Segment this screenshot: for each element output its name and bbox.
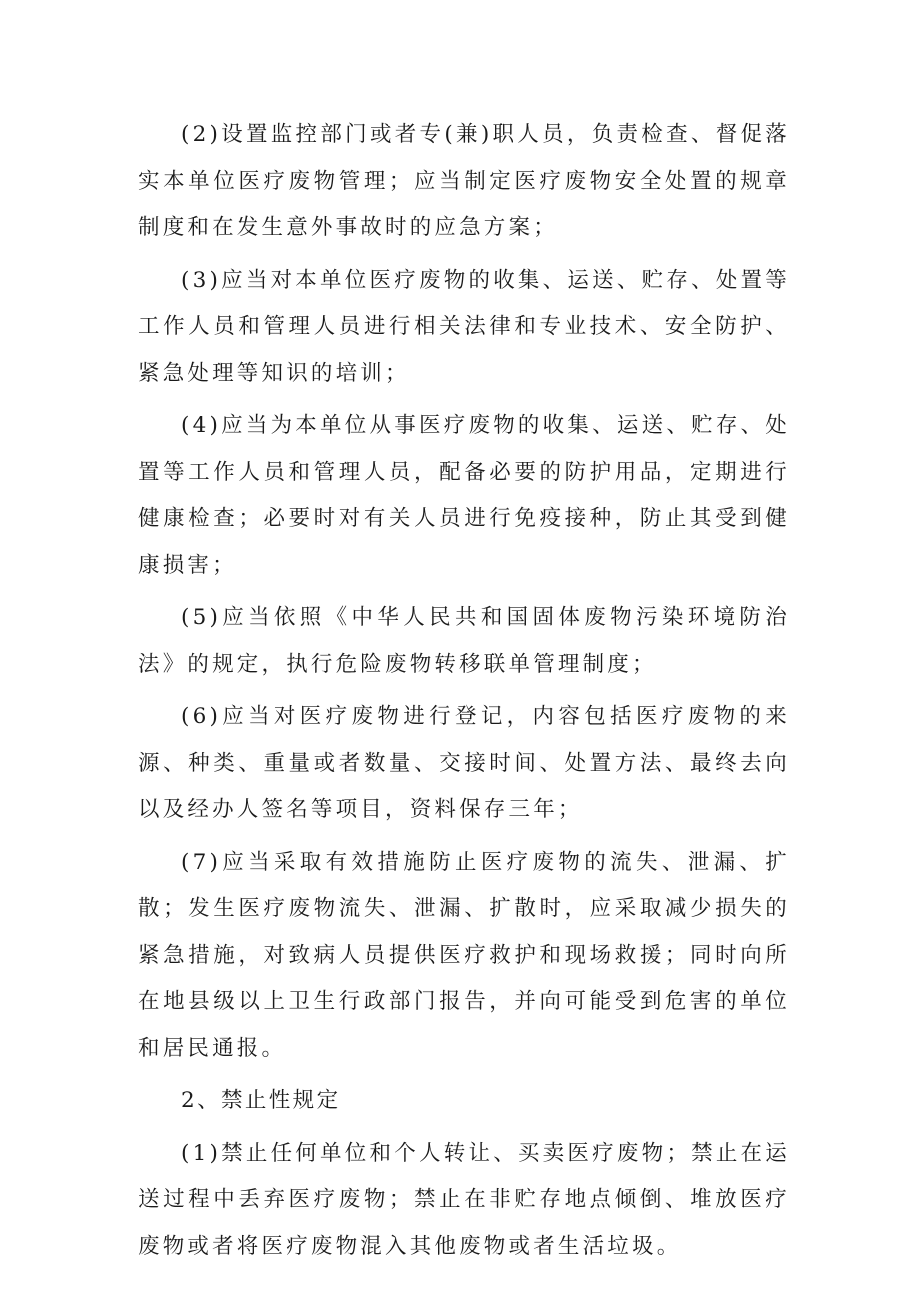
- paragraph-item-2: (2)设置监控部门或者专(兼)职人员，负责检查、督促落实本单位医疗废物管理；应当制定医疗废物安全处置的规章制度和在发生意外事故时的应急方案；: [138, 122, 790, 240]
- paragraph-item-4: (4)应当为本单位从事医疗废物的收集、运送、贮存、处置等工作人员和管理人员，配备必要的防护用品，定期进行健康检查；必要时对有关人员进行免疫接种，防止其受到健康损害；: [138, 413, 790, 578]
- section-heading-prohibitions: 2、禁止性规定: [181, 1088, 341, 1113]
- paragraph-item-3: (3)应当对本单位医疗废物的收集、运送、贮存、处置等工作人员和管理人员进行相关法律和专业技术、安全防护、紧急处理等知识的培训；: [138, 267, 790, 386]
- paragraph-item-7: (7)应当采取有效措施防止医疗废物的流失、泄漏、扩散；发生医疗废物流失、泄漏、扩散时，应采取减少损失的紧急措施，对致病人员提供医疗救护和现场救援；同时向所在地县级以上卫生行政部门报告，并向可能受到危害的单位和居民通报。: [138, 849, 790, 1061]
- document-body: [138, 112, 790, 1276]
- paragraph-item-5: (5)应当依照《中华人民共和国固体废物污染环境防治法》的规定，执行危险废物转移联单管理制度；: [138, 605, 790, 677]
- paragraph-prohibition-1: (1)禁止任何单位和个人转让、买卖医疗废物；禁止在运送过程中丢弃医疗废物；禁止在非贮存地点倾倒、堆放医疗废物或者将医疗废物混入其他废物或者生活垃圾。: [138, 1140, 790, 1259]
- paragraph-item-6: (6)应当对医疗废物进行登记，内容包括医疗废物的来源、种类、重量或者数量、交接时间、处置方法、最终去向以及经办人签名等项目，资料保存三年；: [138, 704, 790, 822]
